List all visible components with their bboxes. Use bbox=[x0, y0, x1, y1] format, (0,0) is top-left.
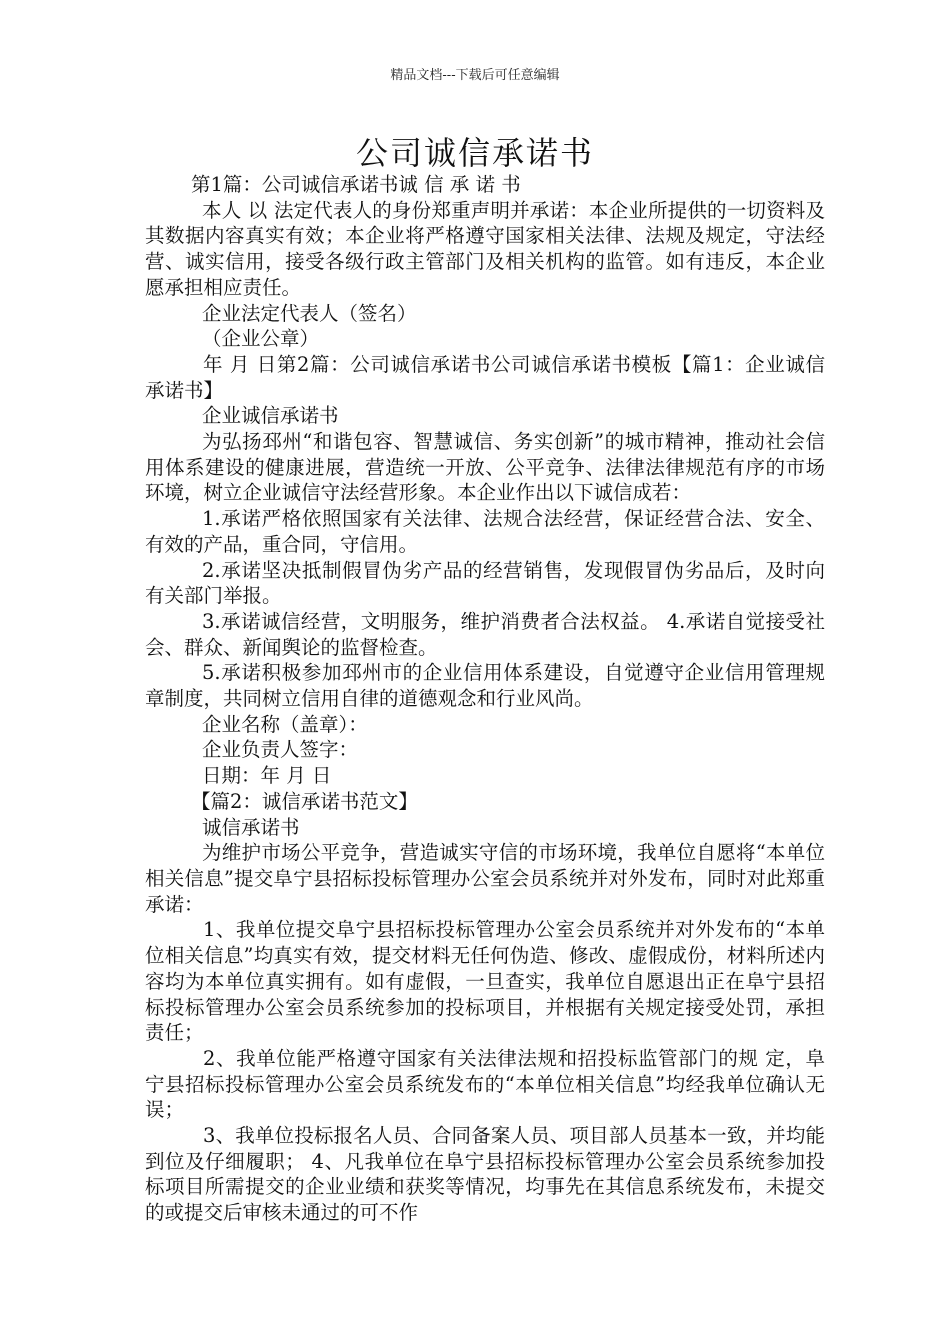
paragraph: 企业负责人签字： bbox=[202, 738, 359, 762]
paragraph: 年 月 日第2篇：公司诚信承诺书公司诚信承诺书模板【篇1：企业诚信承诺书】 bbox=[145, 352, 825, 402]
paragraph: 1、我单位提交阜宁县招标投标管理办公室会员系统并对外发布的“本单位相关信息”均真实有效，提交材料无任何伪造、修改、虚假成份，材料所述内容均为本单位真实拥有。如有虚假，一旦查实，我单位自愿退出正在阜宁县招标投标管理办公室会员系统参加的投标项目，并根据有关规定接受处罚，承担责任； bbox=[145, 918, 825, 1045]
paragraph: （企业公章） bbox=[202, 327, 320, 351]
paragraph: 本人 以 法定代表人的身份郑重声明并承诺：本企业所提供的一切资料及其数据内容真实有效；本企业将严格遵守国家相关法律、法规及规定，守法经营、诚实信用，接受各级行政主管部门及相关机构的监管。如有违反，本企业愿承担相应责任。 bbox=[145, 198, 825, 299]
paragraph: 3、我单位投标报名人员、合同备案人员、项目部人员基本一致，并均能到位及仔细履职； 4、凡我单位在阜宁县招标投标管理办公室会员系统参加投标项目所需提交的企业业绩和获奖等情况，均事先在其信息系统发布，未提交的或提交后审核未通过的可不作 bbox=[145, 1124, 825, 1225]
paragraph: 为弘扬邳州“和谐包容、智慧诚信、务实创新”的城市精神，推动社会信用体系建设的健康进展，营造统一开放、公平竞争、法律法律规范有序的市场环境，树立企业诚信守法经营形象。本企业作出以下诚信成若： bbox=[145, 430, 825, 505]
document-body bbox=[145, 172, 825, 1226]
paragraph: 2.承诺坚决抵制假冒伪劣产品的经营销售，发现假冒伪劣品后，及时向有关部门举报。 bbox=[145, 558, 825, 608]
paragraph: 3.承诺诚信经营，文明服务，维护消费者合法权益。 4.承诺自觉接受社会、群众、新闻舆论的监督检查。 bbox=[145, 609, 825, 659]
document-title: 公司诚信承诺书 bbox=[355, 134, 594, 172]
paragraph: 企业诚信承诺书 bbox=[202, 404, 339, 428]
paragraph: 为维护市场公平竞争，营造诚实守信的市场环境，我单位自愿将“本单位相关信息”提交阜宁县招标投标管理办公室会员系统并对外发布，同时对此郑重承诺： bbox=[145, 841, 825, 916]
paragraph: 2、我单位能严格遵守国家有关法律法规和招投标监管部门的规 定，阜宁县招标投标管理办公室会员系统发布的“本单位相关信息”均经我单位确认无误； bbox=[145, 1046, 825, 1122]
paragraph: 日期：年 月 日 bbox=[202, 764, 332, 788]
page-header: 精品文档---下载后可任意编辑 bbox=[390, 68, 560, 83]
paragraph: 第1篇：公司诚信承诺书诚 信 承 诺 书 bbox=[191, 173, 521, 196]
paragraph: 【篇2：诚信承诺书范文】 bbox=[191, 789, 418, 813]
paragraph: 5.承诺积极参加邳州市的企业信用体系建设，自觉遵守企业信用管理规章制度，共同树立信用自律的道德观念和行业风尚。 bbox=[145, 661, 825, 711]
paragraph: 诚信承诺书 bbox=[202, 815, 300, 839]
paragraph: 企业法定代表人（签名） bbox=[202, 301, 417, 325]
paragraph: 1.承诺严格依照国家有关法律、法规合法经营，保证经营合法、安全、有效的产品，重合同，守信用。 bbox=[145, 507, 825, 556]
paragraph: 企业名称（盖章）： bbox=[202, 712, 368, 736]
